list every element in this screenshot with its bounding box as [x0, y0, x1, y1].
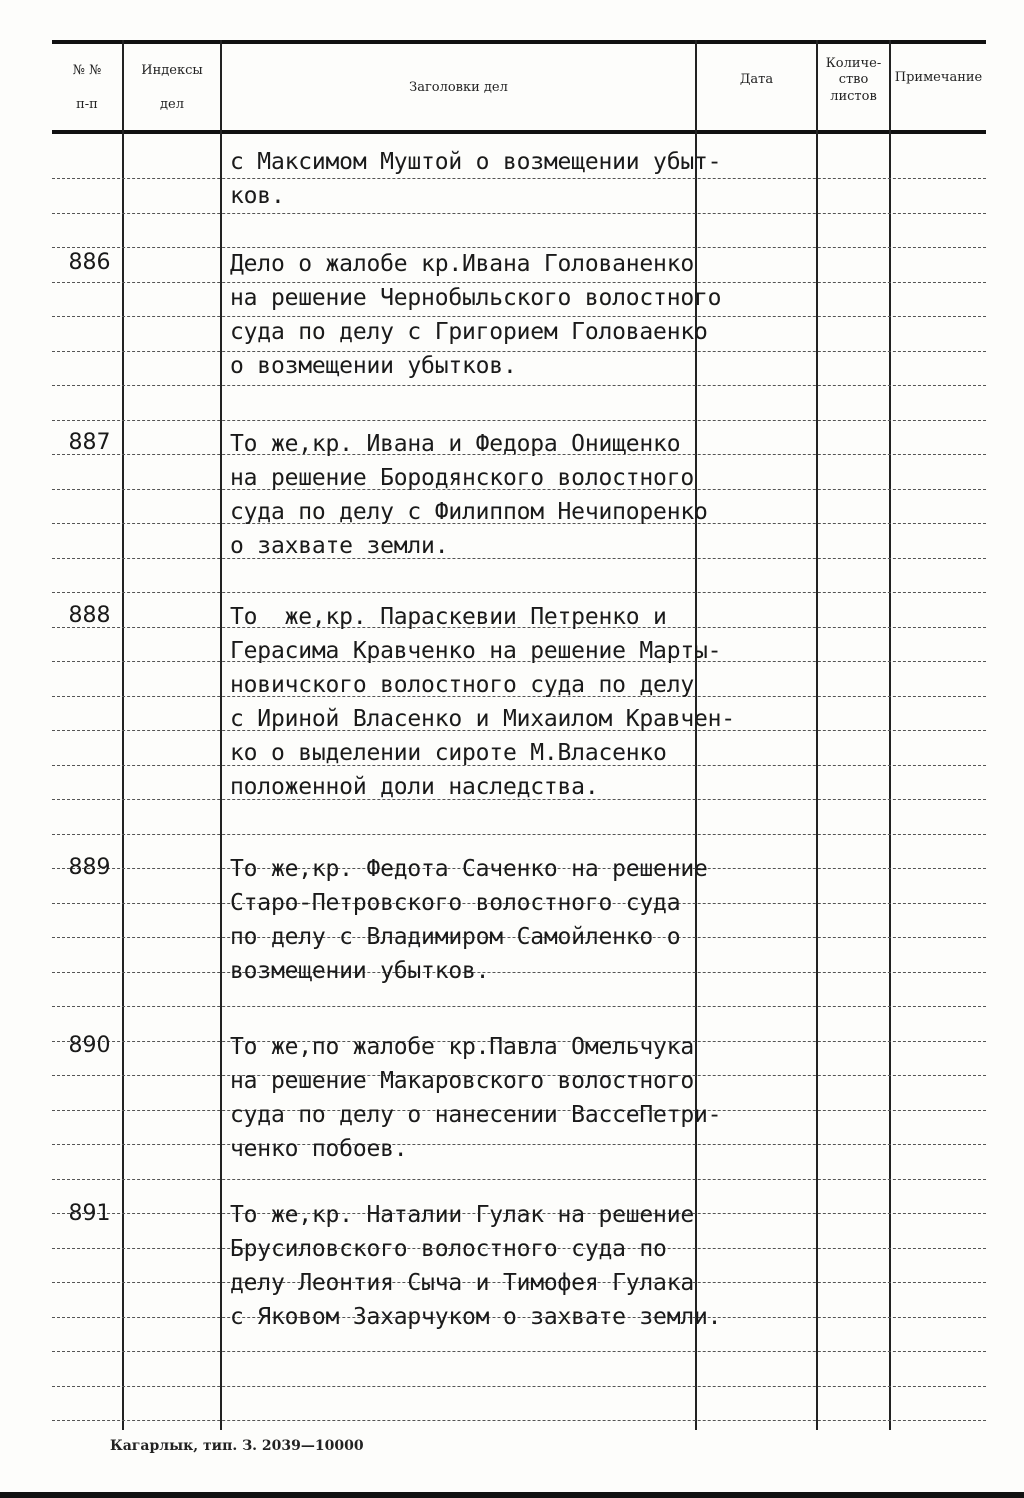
entry-title — [230, 247, 730, 383]
ruled-line — [52, 1351, 986, 1352]
entry-title-line: То же,кр. Наталии Гулак на решение — [230, 1202, 695, 1228]
entry-number: 888 — [68, 603, 111, 628]
header-index-sublabel: дел — [160, 97, 184, 112]
header-count-label-3: листов — [830, 88, 877, 104]
entry-title-line: на решение Бородянского волостного — [230, 465, 695, 491]
entry-title-line: То же,по жалобе кр.Павла Омельчука — [230, 1034, 695, 1060]
entry-title — [230, 1030, 730, 1166]
table-header-rule — [52, 130, 986, 134]
table-top-rule — [52, 40, 986, 44]
entry-title-line: суда по делу о нанесении ВассеПетри- — [230, 1102, 722, 1128]
entry-title-line: возмещении убытков. — [230, 958, 490, 984]
header-number — [52, 46, 122, 130]
header-index-label: Индексы — [141, 62, 203, 78]
ruled-line — [52, 420, 986, 421]
header-date — [697, 46, 816, 130]
entry-title-line: То же,кр. Ивана и Федора Онищенко — [230, 431, 681, 457]
page-bottom-edge — [0, 1492, 1024, 1498]
header-title — [222, 46, 695, 130]
printer-imprint: Кагарлык, тип. З. 2039—10000 — [110, 1438, 364, 1454]
entry-title-line: с Ириной Власенко и Михаилом Кравчен- — [230, 706, 735, 732]
header-notes-label: Примечание — [894, 70, 983, 85]
column-divider-index — [122, 40, 124, 1430]
ruled-line — [52, 385, 986, 386]
ruled-line — [52, 213, 986, 214]
entry-title — [230, 145, 730, 213]
entry-title-line: положенной доли наследства. — [230, 774, 599, 800]
entry-title-line: с Максимом Муштой о возмещении убыт- — [230, 149, 722, 175]
entry-title-line: новичского волостного суда по делу — [230, 672, 695, 698]
entry-title-line: ко о выделении сироте М.Власенко — [230, 740, 667, 766]
header-count — [818, 46, 889, 130]
entry-title-line: суда по делу с Григорием Головаенко — [230, 319, 708, 345]
column-divider-count — [816, 40, 818, 1430]
entry-number: 891 — [68, 1201, 111, 1226]
entry-number: 889 — [68, 855, 111, 880]
entry-title-line: ченко побоев. — [230, 1136, 408, 1162]
entry-title — [230, 852, 730, 988]
entry-title-line: Герасима Кравченко на решение Марты- — [230, 638, 722, 664]
header-count-label-2: ство — [838, 72, 869, 88]
ruled-line — [52, 1006, 986, 1007]
entry-title — [230, 1198, 730, 1334]
entry-title-line: на решение Чернобыльского волостного — [230, 285, 722, 311]
entry-title-line: с Яковом Захарчуком о захвате земли. — [230, 1304, 722, 1330]
entry-title-line: Дело о жалобе кр.Ивана Голованенко — [230, 251, 695, 277]
entry-title — [230, 600, 735, 804]
header-number-sublabel: п-п — [76, 97, 98, 112]
ruled-line — [52, 1179, 986, 1180]
entry-title-line: То же,кр. Параскевии Петренко и — [230, 604, 667, 630]
header-index — [124, 46, 220, 130]
entry-title-line: суда по делу с Филиппом Нечипоренко — [230, 499, 708, 525]
ruled-line — [52, 1386, 986, 1387]
header-count-label-1: Количе- — [825, 56, 882, 71]
entry-title — [230, 427, 730, 563]
entry-number: 886 — [68, 250, 111, 275]
entry-title-line: на решение Макаровского волостного — [230, 1068, 695, 1094]
ruled-line — [52, 592, 986, 593]
header-notes — [891, 46, 986, 130]
header-date-label: Дата — [739, 72, 774, 87]
entry-title-line: о возмещении убытков. — [230, 353, 517, 379]
entry-title-line: То же,кр. Федота Саченко на решение — [230, 856, 708, 882]
entry-title-line: о захвате земли. — [230, 533, 449, 559]
header-title-label: Заголовки дел — [409, 79, 508, 95]
entry-number: 890 — [68, 1033, 111, 1058]
entry-title-line: Старо-Петровского волостного суда — [230, 890, 681, 916]
ruled-line — [52, 1420, 986, 1421]
ruled-line — [52, 834, 986, 835]
entry-title-line: ков. — [230, 183, 285, 209]
entry-title-line: по делу с Владимиром Самойленко о — [230, 924, 681, 950]
header-number-label: № № — [72, 62, 102, 78]
entry-number: 887 — [68, 430, 111, 455]
column-divider-notes — [889, 40, 891, 1430]
entry-title-line: делу Леонтия Сыча и Тимофея Гулака — [230, 1270, 695, 1296]
entry-title-line: Брусиловского волостного суда по — [230, 1236, 667, 1262]
column-divider-title — [220, 40, 222, 1430]
